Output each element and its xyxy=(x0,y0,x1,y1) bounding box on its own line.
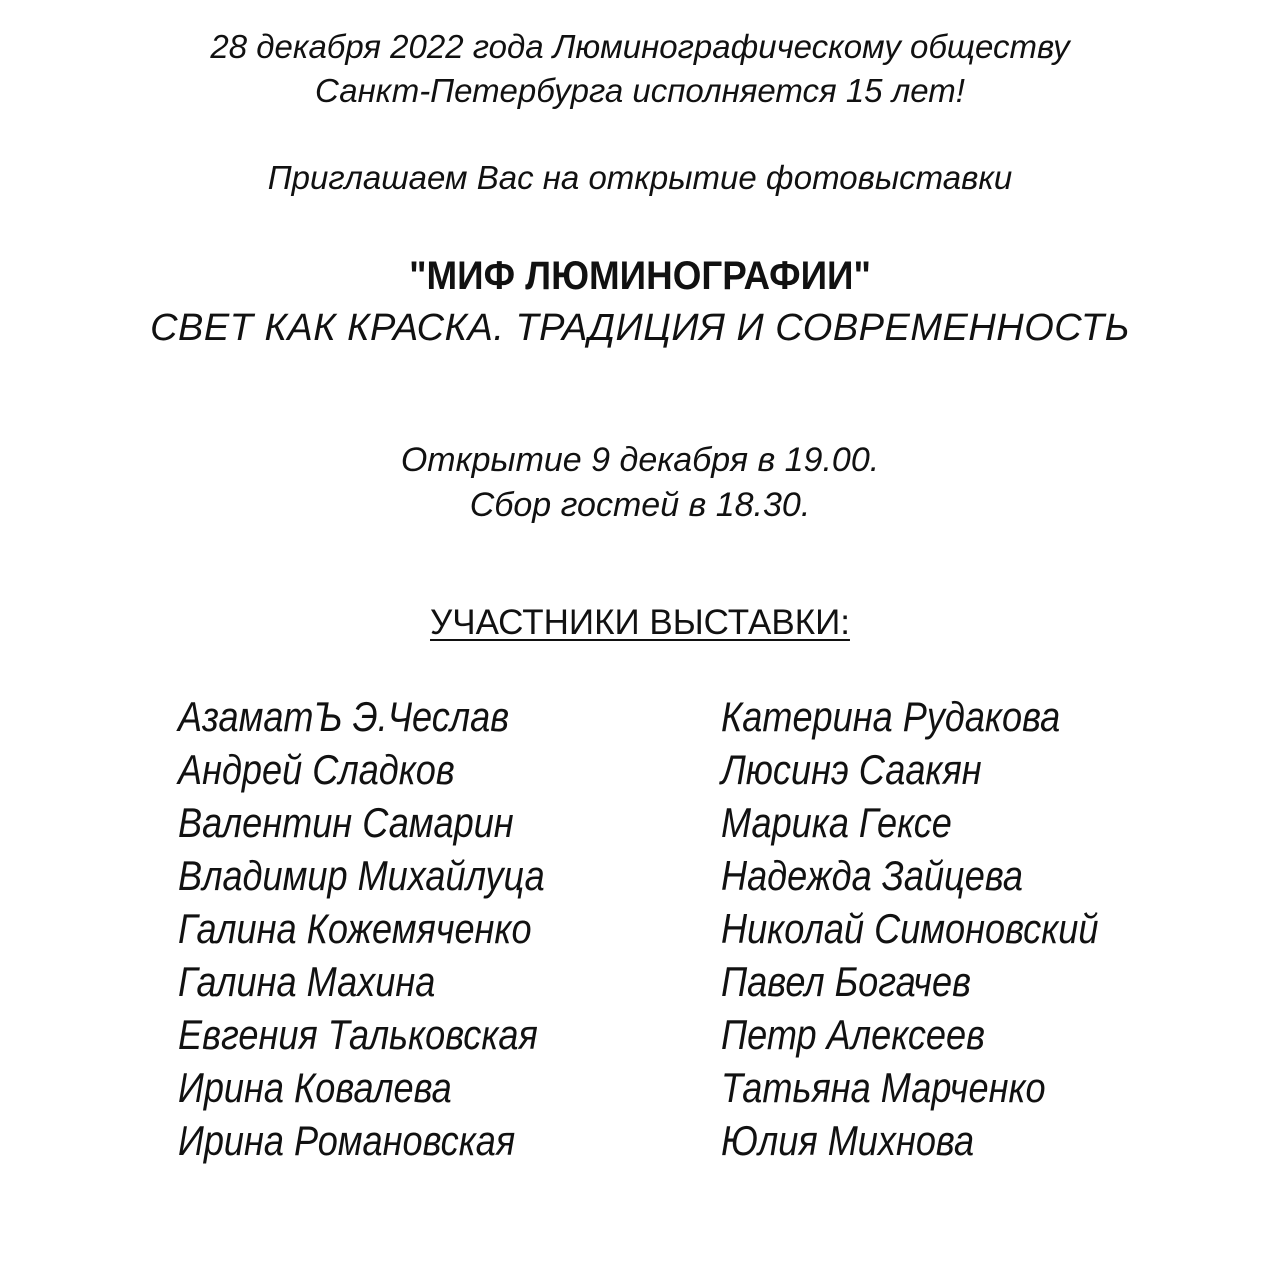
participant-name: Андрей Сладков xyxy=(178,746,455,793)
intro-line-1: 28 декабря 2022 года Люминографическому обществу xyxy=(210,28,1070,65)
participants-heading: УЧАСТНИКИ ВЫСТАВКИ: xyxy=(430,603,850,642)
participant-name: Павел Богачев xyxy=(721,958,971,1005)
intro-line-2: Санкт-Петербурга исполняется 15 лет! xyxy=(315,72,965,109)
participants-right-column xyxy=(721,690,1160,1167)
participants-left-column xyxy=(178,690,604,1167)
participant-name: Галина Махина xyxy=(178,958,436,1005)
participant-name: Галина Кожемяченко xyxy=(178,905,532,952)
exhibition-subtitle: СВЕТ КАК КРАСКА. ТРАДИЦИЯ И СОВРЕМЕННОСТЬ xyxy=(150,307,1130,349)
participant-name: Татьяна Марченко xyxy=(721,1064,1046,1111)
gathering-time: Сбор гостей в 18.30. xyxy=(469,486,811,524)
participant-name: Катерина Рудакова xyxy=(721,693,1061,740)
participant-name: Валентин Самарин xyxy=(178,799,514,846)
opening-time: Открытие 9 декабря в 19.00. xyxy=(400,441,880,479)
participant-name: Евгения Тальковская xyxy=(178,1011,538,1058)
invitation-text: Приглашаем Вас на открытие фотовыставки xyxy=(267,159,1013,196)
participant-name: Марика Гексе xyxy=(721,799,952,846)
participant-name: Владимир Михайлуца xyxy=(178,852,545,899)
participant-name: Николай Симоновский xyxy=(721,905,1099,952)
participant-name: Ирина Ковалева xyxy=(178,1064,452,1111)
exhibition-title: "МИФ ЛЮМИНОГРАФИИ" xyxy=(409,254,871,298)
participant-name: Надежда Зайцева xyxy=(721,852,1023,899)
participant-name: Люсинэ Саакян xyxy=(721,746,982,793)
participant-name: АзаматЪ Э.Чеслав xyxy=(178,693,510,740)
participant-name: Юлия Михнова xyxy=(721,1117,975,1164)
participant-name: Петр Алексеев xyxy=(721,1011,985,1058)
participant-name: Ирина Романовская xyxy=(178,1117,516,1164)
